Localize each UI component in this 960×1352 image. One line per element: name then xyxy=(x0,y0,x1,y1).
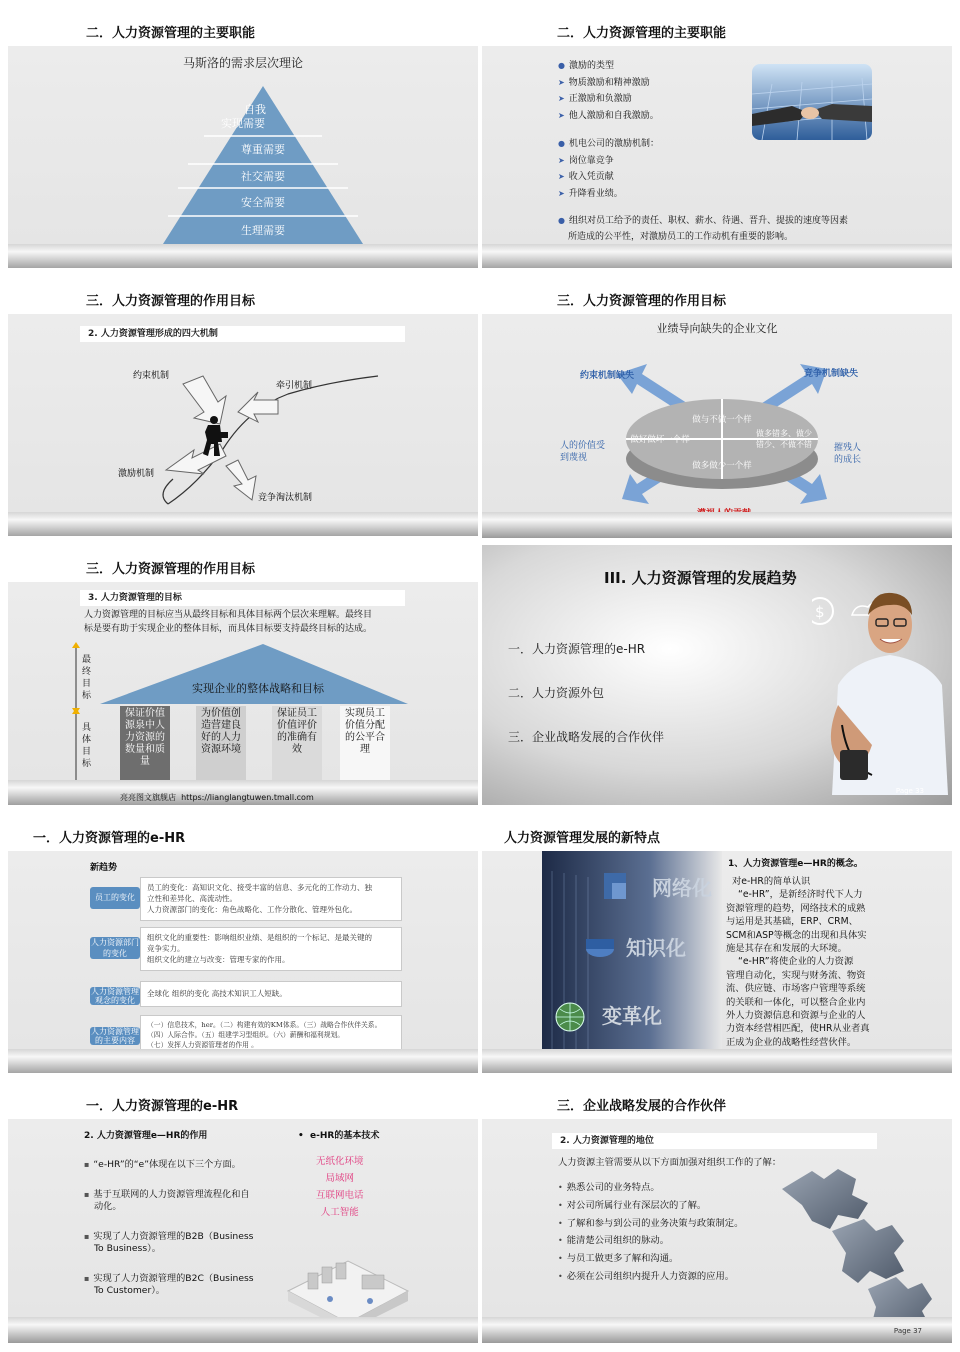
slide-heading: 人力资源管理发展的新特点 xyxy=(482,805,952,851)
slide-heading: 三．人力资源管理的作用目标 xyxy=(482,268,952,314)
category-box: 人力资源管理观念的变化 xyxy=(91,987,139,1005)
arrow-bullet-icon: ➤ xyxy=(558,172,565,181)
arrow-bullet-icon: ➤ xyxy=(558,94,565,103)
pillar: 保证价值源泉中人力资源的数量和质量 xyxy=(120,706,170,786)
slide-body xyxy=(8,314,478,538)
mechanism-label: 约束机制 xyxy=(133,371,170,381)
concept-title: 1、人力资源管理e—HR的概念。 xyxy=(728,859,863,869)
disc-label: 做与不做一个样 xyxy=(692,415,752,425)
pyramid-level: 生理需要 xyxy=(241,224,285,237)
feature-word: 网络化 xyxy=(652,876,712,900)
category-box: 人力资源部门的变化 xyxy=(91,938,139,958)
note-box: 组织文化的重要性：影响组织业绩、是组织的一个标记、是最关键的 竞争实力。 组织文化的建立与改变：管理专家的作用。 xyxy=(140,927,402,971)
side-label: 摧残人 xyxy=(834,443,862,453)
side-label-bottom: 具体目标 xyxy=(82,723,92,769)
slide-subtitle: 3. 人力资源管理的目标 xyxy=(80,590,405,606)
page-number: Page 33 xyxy=(895,787,924,795)
slide-four-mechanisms xyxy=(8,268,478,534)
disc-label: 做多错多、做少 xyxy=(756,429,812,438)
bullet-icon: • xyxy=(558,1271,563,1281)
slide-title: 马斯洛的需求层次理论 xyxy=(182,56,303,70)
slide-subtitle: 2. 人力资源管理形成的四大机制 xyxy=(80,326,405,342)
pyramid-level-top: 自我 xyxy=(244,103,266,116)
slide-title: III. 人力资源管理的发展趋势 xyxy=(604,569,797,587)
bullet-icon: ▪ xyxy=(84,1160,90,1169)
slide-subtitle: 2. 人力资源管理e—HR的作用 xyxy=(84,1131,208,1141)
pillar: 为价值创造营建良好的人力资源环境 xyxy=(196,706,246,786)
mechanism-label: 竞争淘汰机制 xyxy=(258,493,313,503)
slide-body xyxy=(482,851,952,1075)
slide-trends xyxy=(482,545,952,811)
slide-floor xyxy=(482,512,952,538)
pyramid-level: 尊重需要 xyxy=(241,143,285,156)
category-box: 人力资源管理的主要内容 xyxy=(91,1027,139,1045)
pillar: 保证员工价值评价的准确有效 xyxy=(272,706,322,786)
arrow-bullet-icon: ➤ xyxy=(558,155,565,165)
tech-title: • e-HR的基本技术 xyxy=(298,1131,380,1141)
bullet-icon: • xyxy=(558,1218,563,1228)
status-list: • 熟悉公司的业务特点。 • 对公司所属行业有深层次的了解。 • 了解和参与到公司的业务决策与政策制定。 • 能清楚公司组织的脉动。 • 与员工做更多了解和沟通。 • 必须在公司组织内提升人力资源的应用。 xyxy=(558,1182,744,1282)
arrow-bullet-icon: ➤ xyxy=(558,77,565,87)
bullet-icon: • xyxy=(558,1200,563,1210)
slide-heading: 三．人力资源管理的作用目标 xyxy=(8,268,478,314)
concept-body: 对e-HR的简单认识 “e-HR”，是新经济时代下人力 资源管理的趋势，网络技术的成熟 与运用是其基础，ERP、CRM、 SCM和ASP等概念的出现和具体实 施是其存在和发展的大环境。 “e-HR”将使企业的人力资源 管理自动化，实现与财务流、物资 流、供应链、市场客户管理等系统 的关联和一体化，可以整合企业内 外人力资源信息和资源与企业的人 力资本经营相匹配，使HR从业者真 正成为企业的战略性经营伙伴。 xyxy=(726,876,870,1048)
gear-icon xyxy=(782,1169,932,1335)
roof-shape xyxy=(100,644,408,704)
bullet-icon: ▪ xyxy=(84,1274,90,1283)
disc-label: 错少、不做不错 xyxy=(756,440,812,449)
slide-body xyxy=(8,46,478,270)
slide-floor xyxy=(482,244,952,270)
slide-floor xyxy=(8,1049,478,1075)
side-label: 人的价值受 xyxy=(560,441,606,451)
trend-label: 新趋势 xyxy=(90,863,118,873)
category-box: 员工的变化 xyxy=(90,887,140,909)
slide-heading: 一．人力资源管理的e-HR xyxy=(8,1073,478,1119)
ehr-points: ▪ “e-HR”的“e”体现在以下三个方面。 ▪ 基于互联网的人力资源管理流程化和自 动化。 ▪ 实现了人力资源管理的B2B（Business To Business）。 ▪ 实现了人力资源管理的B2C（Business To Customer）。 xyxy=(84,1159,254,1296)
disc-label: 做多做少一个样 xyxy=(692,461,752,471)
server-room-image xyxy=(482,851,722,1075)
slide-subtitle: 2. 人力资源管理的地位 xyxy=(552,1133,877,1149)
arrow-bullet-icon: ➤ xyxy=(558,110,565,120)
slide-new-features xyxy=(482,805,952,1071)
bullet-icon: ● xyxy=(558,139,565,148)
culture-diagram xyxy=(482,314,952,538)
presenter-image xyxy=(812,575,952,795)
bullet-list-2: ● 机电公司的激励机制： ➤ 岗位靠竞争 ➤ 收入凭贡献 ➤ 升降看业绩。 xyxy=(558,139,659,199)
slide-ehr-trend xyxy=(8,805,478,1071)
slide-body xyxy=(482,1119,952,1343)
corner-label: 竞争机制缺失 xyxy=(804,369,859,379)
dollar-icon: $ xyxy=(815,603,825,621)
slide-goals xyxy=(8,536,478,802)
handshake-solar-image xyxy=(752,64,872,140)
tech-list: 无纸化环境 局域网 互联网电话 人工智能 xyxy=(316,1156,364,1218)
pyramid-level: 社交需要 xyxy=(241,170,285,183)
corner-label: 约束机制缺失 xyxy=(580,371,635,381)
paragraph: ● 组织对员工给予的责任、职权、薪水、待遇、晋升、提拔的速度等因素 所造成的公平性，对激励员工的工作动机有重要的影响。 xyxy=(558,216,848,242)
slide-floor xyxy=(482,1049,952,1075)
slide-floor xyxy=(8,1317,478,1343)
bullet-icon: • xyxy=(558,1254,563,1264)
slide-title: 业绩导向缺失的企业文化 xyxy=(656,322,778,335)
bullet-icon: • xyxy=(298,1131,304,1141)
slide-body xyxy=(482,545,952,805)
slide-floor xyxy=(8,244,478,270)
note-box: 员工的变化：高知识文化、接受丰富的信息、多元化的工作动力、独 立性和差异化、高流动性。 人力资源部门的变化：角色战略化、工作分散化、管理外包化。 xyxy=(140,877,402,921)
slide-heading: 二．人力资源管理的主要职能 xyxy=(482,0,952,46)
pyramid-level-top-2: 实现需要 xyxy=(221,117,265,130)
slide-heading: 一．人力资源管理的e-HR xyxy=(8,805,478,851)
note-box: （一）信息技术，her。（二）构建有效的KM体系。（三）战略合作伙伴关系。 （四）人际合作。（五）组建学习型组织。（六）薪酬和福利规划。 （七）发挥人力资源管理者的作用 。 xyxy=(140,1015,402,1055)
businessman-icon xyxy=(203,416,228,456)
pillar: 实现员工价值分配的公平合理 xyxy=(340,706,390,786)
note-box: 全球化 组织的变化 高技术知识工人短缺。 xyxy=(140,981,402,1007)
slide-heading: 二．人力资源管理的主要职能 xyxy=(8,0,478,46)
slide-culture xyxy=(482,268,952,534)
bullet-icon: ▪ xyxy=(84,1232,90,1241)
slide-hr-status xyxy=(482,1073,952,1339)
slide-heading: 三．人力资源管理的作用目标 xyxy=(8,536,478,582)
gear-puzzle-image xyxy=(772,1149,942,1339)
bullet-icon: • xyxy=(558,1183,563,1192)
mechanism-diagram xyxy=(8,314,478,538)
roof-label: 实现企业的整体战略和目标 xyxy=(192,682,324,695)
bullet-icon: ● xyxy=(558,61,565,70)
slide-maslow xyxy=(8,0,478,266)
slide-body xyxy=(8,582,478,806)
slide-body xyxy=(8,851,478,1075)
bullet-icon: ● xyxy=(558,216,565,225)
arrow-bullet-icon: ➤ xyxy=(558,188,565,198)
side-label: 的成长 xyxy=(834,455,862,465)
intro-paragraph: 人力资源管理的目标应当从最终目标和具体目标两个层次来理解。最终目 标是要有助于实现企业的整体目标，而具体目标要支持最终目标的达成。 xyxy=(84,610,373,634)
slide-motivation xyxy=(482,0,952,266)
laptop-icon xyxy=(840,750,868,780)
slide-floor xyxy=(8,512,478,538)
slide-body xyxy=(482,46,952,270)
disc-label: 做好做坏一个样 xyxy=(630,435,690,445)
side-label-top: 最终目标 xyxy=(82,655,92,701)
intro-line: 人力资源主管需要从以下方面加强对组织工作的了解： xyxy=(558,1157,782,1168)
bullet-list: ● 激励的类型 ➤ 物质激励和精神激励 ➤ 正激励和负激励 ➤ 他人激励和自我激励。 xyxy=(558,61,659,121)
bullet-icon: • xyxy=(558,1236,563,1246)
pyramid-diagram xyxy=(8,46,478,270)
mechanism-label: 牵引机制 xyxy=(276,381,313,391)
trend-list: 一．人力资源管理的e-HR 二．人力资源外包 三．企业战略发展的合作伙伴 xyxy=(508,642,665,744)
mechanism-label: 激励机制 xyxy=(118,469,155,479)
footer-store: 亮亮图文旗舰店 https://lianglangtuwen.tmall.com xyxy=(120,793,314,802)
feature-word: 变革化 xyxy=(602,1004,662,1028)
slide-body xyxy=(8,1119,478,1343)
bullet-icon: ▪ xyxy=(84,1190,90,1199)
slide-body xyxy=(482,314,952,538)
side-label: 到蔑视 xyxy=(560,453,588,463)
slide-floor xyxy=(482,1317,952,1343)
page-number: Page 37 xyxy=(893,1327,922,1335)
feature-word: 知识化 xyxy=(626,936,686,960)
pyramid-level: 安全需要 xyxy=(241,196,285,209)
slide-heading: 三．企业战略发展的合作伙伴 xyxy=(482,1073,952,1119)
slide-ehr-role xyxy=(8,1073,478,1339)
